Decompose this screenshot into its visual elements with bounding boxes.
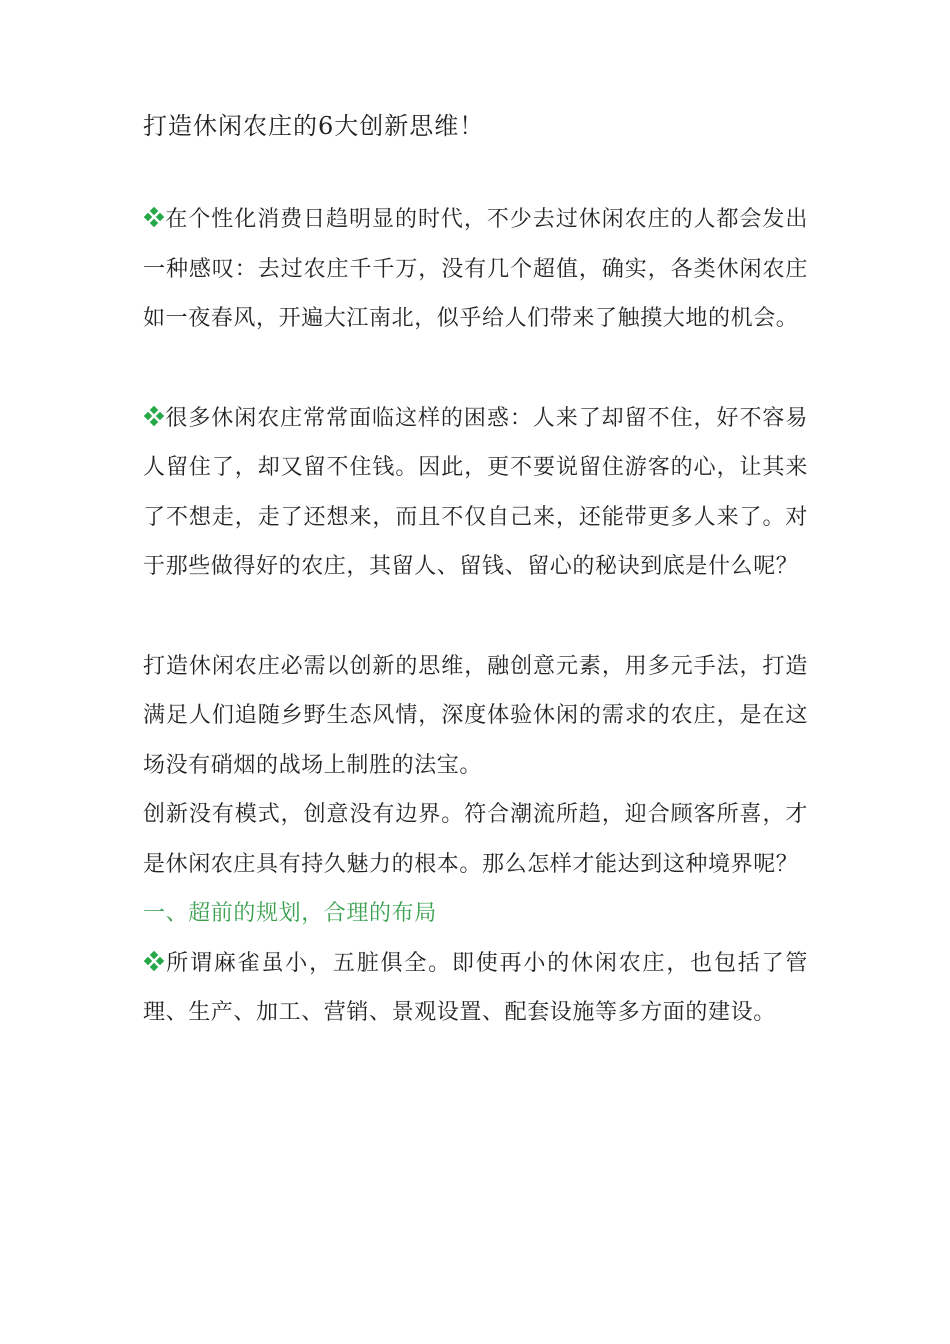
paragraph-1-text: 在个性化消费日趋明显的时代，不少去过休闲农庄的人都会发出一种感叹：去过农庄千千万，没有几个超值，确实，各类休闲农庄如一夜春风，开遍大江南北，似乎给人们带来了触摸大地的机会。: [143, 207, 808, 331]
paragraph-5-text: 所谓麻雀虽小，五脏俱全。即使再小的休闲农庄，也包括了管理、生产、加工、营销、景观设置、配套设施等多方面的建设。: [143, 950, 808, 1025]
paragraph-5: [143, 939, 808, 1038]
paragraph-1: [143, 195, 808, 344]
paragraph-3: 打造休闲农庄必需以创新的思维，融创意元素，用多元手法，打造满足人们追随乡野生态风情，深度体验休闲的需求的农庄，是在这场没有硝烟的战场上制胜的法宝。: [143, 653, 808, 778]
paragraph-2-text: 很多休闲农庄常常面临这样的困惑：人来了却留不住，好不容易人留住了，却又留不住钱。因此，更不要说留住游客的心，让其来了不想走，走了还想来，而且不仅自己来，还能带更多人来了。对于那些做得好的农庄，其留人、留钱、留心的秘诀到底是什么呢？: [143, 405, 808, 579]
paragraph-2: [143, 394, 808, 592]
four-diamond-bullet-icon: [143, 405, 165, 427]
four-diamond-bullet-icon: [143, 950, 165, 972]
document-title: 打造休闲农庄的6大创新思维！: [143, 112, 485, 140]
paragraph-4: 创新没有模式，创意没有边界。符合潮流所趋，迎合顾客所喜，才是休闲农庄具有持久魅力的根本。那么怎样才能达到这种境界呢？: [143, 802, 808, 877]
section-heading: 一、超前的规划，合理的布局: [143, 901, 437, 926]
four-diamond-bullet-icon: [143, 206, 165, 228]
document-page: [143, 110, 808, 1038]
